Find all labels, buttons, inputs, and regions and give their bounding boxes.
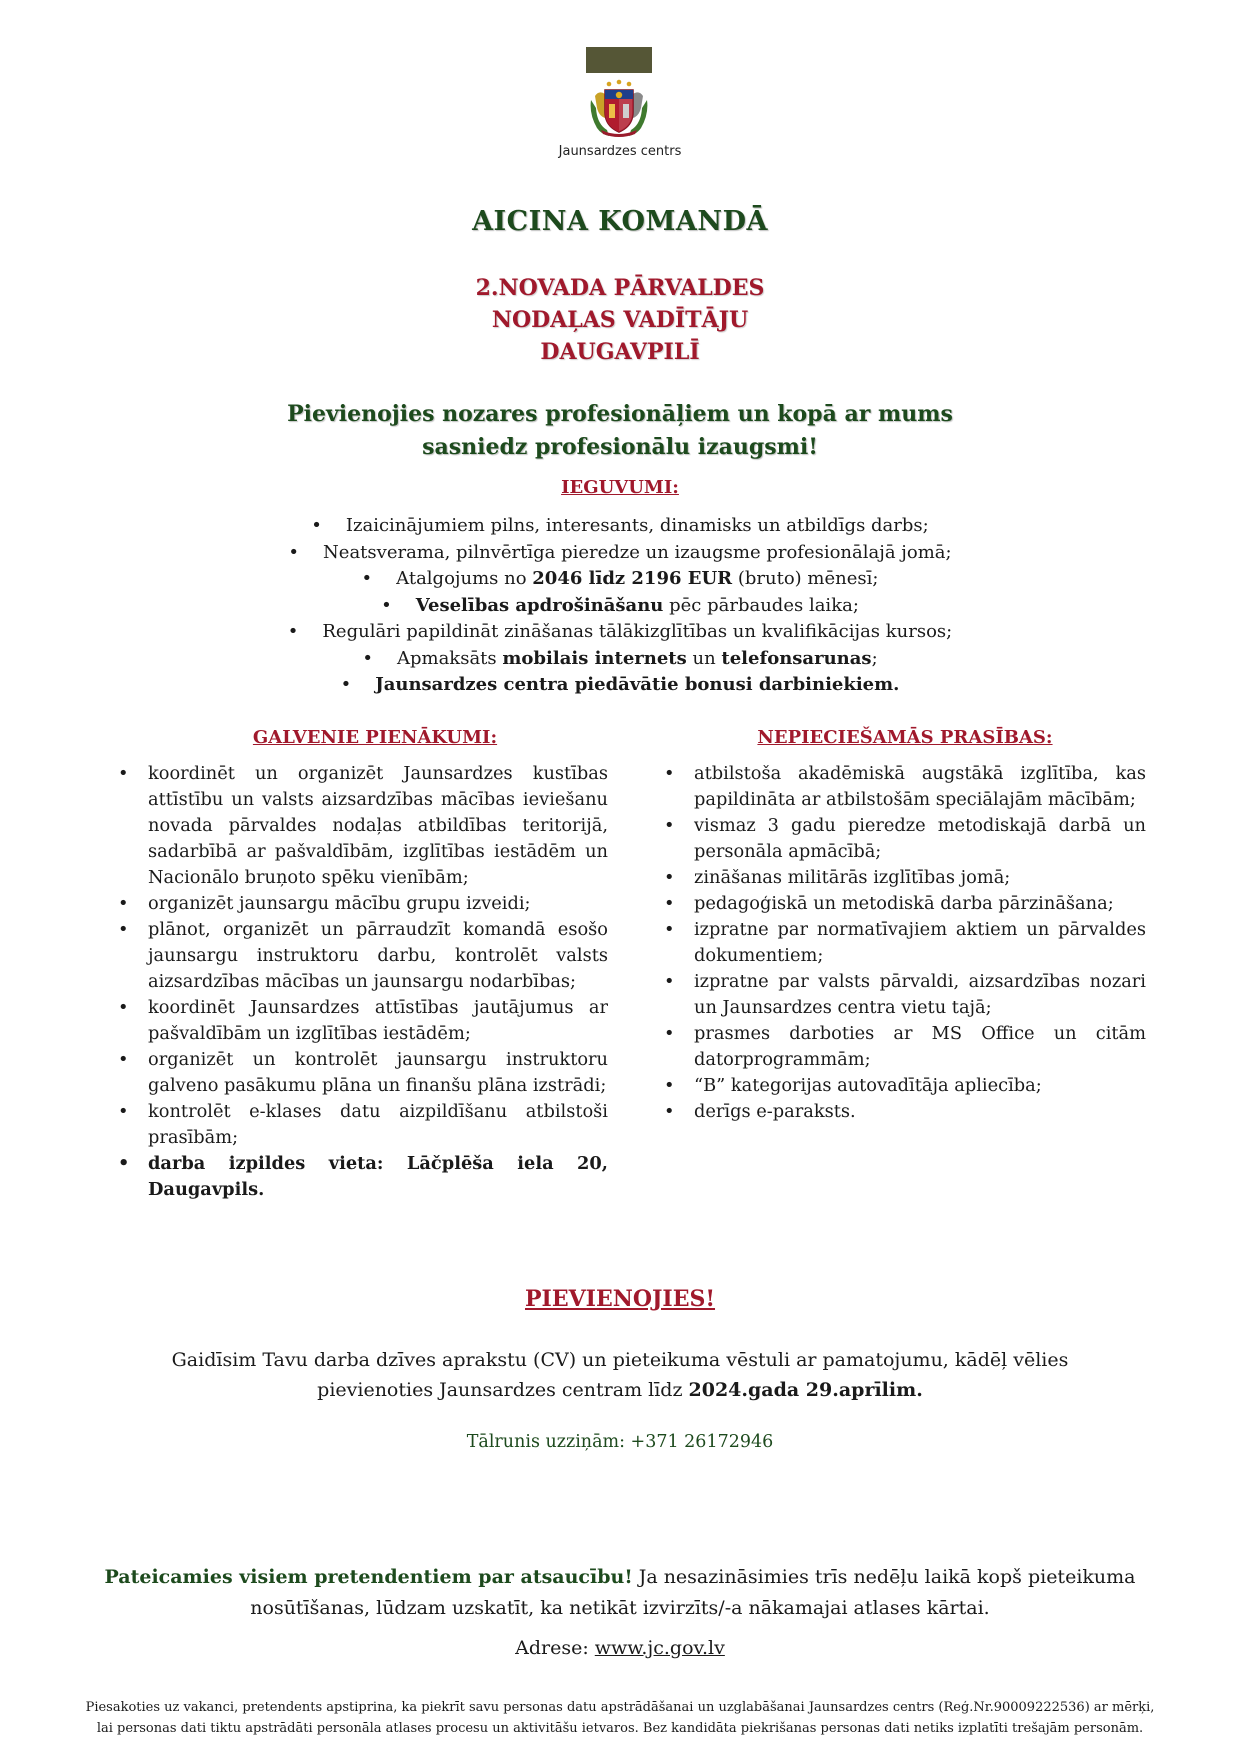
list-item: • derīgs e-paraksts.: [664, 1099, 1146, 1125]
list-item: • kontrolēt e-klases datu aizpildīšanu atbilstoši prasībām;: [118, 1099, 608, 1151]
list-item: • koordinēt un organizēt Jaunsardzes kustības attīstību un valsts aizsardzības mācības ieviešanu novada pārvaldes nodaļas atbildības teritorijā, sadarbībā ar pašvaldībām, izglītības iestādēm un Nacionālo bruņoto spēku vienībām;: [118, 761, 608, 891]
list-item: • koordinēt Jaunsardzes attīstības jautājumus ar pašvaldībām un izglītības iestādēm;: [118, 995, 608, 1047]
cv-line: Gaidīsim Tavu darba dzīves aprakstu (CV) un pieteikuma vēstuli ar pamatojumu, kādēļ vēlies: [171, 1349, 1069, 1371]
list-item: • prasmes darboties ar MS Office un citām datorprogrammām;: [664, 1021, 1146, 1073]
list-item: • organizēt un kontrolēt jaunsargu instruktoru galveno pasākumu plāna un finanšu plāna izstrādi;: [118, 1047, 608, 1099]
list-item: [0, 593, 1240, 620]
list-item: • pedagoģiskā un metodiskā darba pārzināšana;: [664, 891, 1146, 917]
cv-text: pievienoties Jaunsardzes centram līdz: [317, 1379, 689, 1401]
tagline: [0, 398, 1240, 464]
list-item: • plānot, organizēt un pārraudzīt komandā esošo jaunsargu instruktoru darbu, kontrolēt valsts aizsardzības mācības un jaunsargu nodarbības;: [118, 917, 608, 995]
requirements-heading: NEPIECIEŠAMĀS PRASĪBAS:: [757, 727, 1053, 748]
benefit-bold: mobilais internets: [502, 647, 687, 669]
duties-list: [118, 761, 608, 1203]
tagline-line: sasniedz profesionālu izaugsmi!: [422, 434, 818, 460]
list-item: [0, 619, 1240, 646]
benefit-bold: Veselības apdrošināšanu: [415, 594, 664, 616]
benefit-bold: telefonsarunas: [721, 647, 872, 669]
requirements-list: [664, 761, 1146, 1125]
benefit-text: Regulāri papildināt zināšanas tālākizglītības un kvalifikācijas kursos;: [322, 621, 953, 642]
benefit-text: ;: [871, 647, 878, 669]
list-item: [0, 513, 1240, 540]
privacy-footer: [0, 1697, 1240, 1739]
list-item: • zināšanas militārās izglītības jomā;: [664, 865, 1146, 891]
thanks-bold: Pateicamies visiem pretendentiem par atsaucību!: [104, 1566, 633, 1588]
benefit-text: Apmaksāts: [396, 647, 503, 669]
application-deadline: 2024.gada 29.aprīlim.: [688, 1379, 923, 1401]
thanks-note: [0, 1562, 1240, 1624]
logo-bar: [586, 47, 652, 73]
cv-line: [0, 1375, 1240, 1405]
position-line: NODAĻAS VADĪTĀJU: [491, 307, 749, 333]
list-item: [0, 646, 1240, 673]
address-label: Adrese:: [515, 1637, 595, 1659]
duties-heading: GALVENIE PIENĀKUMI:: [252, 727, 498, 748]
list-item: • izpratne par valsts pārvaldi, aizsardzības nozari un Jaunsardzes centra vietu tajā;: [664, 969, 1146, 1021]
organization-name: Jaunsardzes centrs: [558, 144, 682, 159]
contact-phone: Tālrunis uzziņām: +371 26172946: [466, 1432, 774, 1452]
list-item: • atbilstoša akadēmiskā augstākā izglītība, kas papildināta ar atbilstošām speciālajām mācībām;: [664, 761, 1146, 813]
list-item: • organizēt jaunsargu mācību grupu izveidi;: [118, 891, 608, 917]
coat-of-arms-icon: [587, 78, 651, 138]
tagline-line: Pievienojies nozares profesionāļiem un kopā ar mums: [287, 401, 953, 427]
benefit-text: pēc pārbaudes laika;: [663, 594, 859, 616]
list-item: [0, 566, 1240, 593]
benefit-text: un: [686, 647, 722, 669]
benefit-text: Izaicinājumiem pilns, interesants, dinamisks un atbildīgs darbs;: [345, 515, 929, 536]
benefits-list: [0, 513, 1240, 699]
position-line: 2.NOVADA PĀRVALDES: [475, 275, 765, 301]
address: [0, 1637, 1240, 1659]
join-heading: PIEVIENOJIES!: [524, 1286, 716, 1312]
benefit-text: Atalgojums no: [396, 568, 533, 589]
footer-line: lai personas dati tiktu apstrādāti personāla atlases procesu un aktivitāšu ietvaros. Bez kandidāta piekrišanas personas dati netiks izplatīti trešajām personām.: [96, 1721, 1144, 1736]
benefit-text: Neatsverama, pilnvērtīga pieredze un izaugsme profesionālajā jomā;: [323, 541, 952, 563]
thanks-text: Ja nesazināsimies trīs nedēļu laikā kopš pieteikuma nosūtīšanas, lūdzam uzskatīt, ka netikāt izvirzīts/-a nākamajai atlases kārtai.: [250, 1566, 1136, 1619]
position-title: [0, 272, 1240, 368]
list-item: • vismaz 3 gadu pieredze metodiskajā darbā un personāla apmācībā;: [664, 813, 1146, 865]
footer-line: Piesakoties uz vakanci, pretendents apstiprina, ka piekrīt savu personas datu apstrādāšanai un uzglabāšanai Jaunsardzes centrs (Reģ.Nr.90009222536) ar mērķi,: [85, 1700, 1155, 1715]
list-item: [0, 672, 1240, 699]
position-line: DAUGAVPILĪ: [540, 339, 700, 365]
list-item: [0, 540, 1240, 567]
benefits-heading: IEGUVUMI:: [561, 477, 679, 498]
page-title: AICINA KOMANDĀ: [472, 206, 768, 237]
cv-instructions: [0, 1345, 1240, 1405]
work-location: • darba izpildes vieta: Lāčplēša iela 20, Daugavpils.: [118, 1151, 608, 1203]
website-link[interactable]: www.jc.gov.lv: [594, 1637, 725, 1659]
list-item: • izpratne par normatīvajiem aktiem un pārvaldes dokumentiem;: [664, 917, 1146, 969]
benefit-text: (bruto) mēnesī;: [732, 568, 879, 589]
salary-range: 2046 līdz 2196 EUR: [532, 568, 733, 589]
list-item: • “B” kategorijas autovadītāja apliecība;: [664, 1073, 1146, 1099]
benefit-bold: Jaunsardzes centra piedāvātie bonusi darbiniekiem.: [375, 674, 900, 695]
